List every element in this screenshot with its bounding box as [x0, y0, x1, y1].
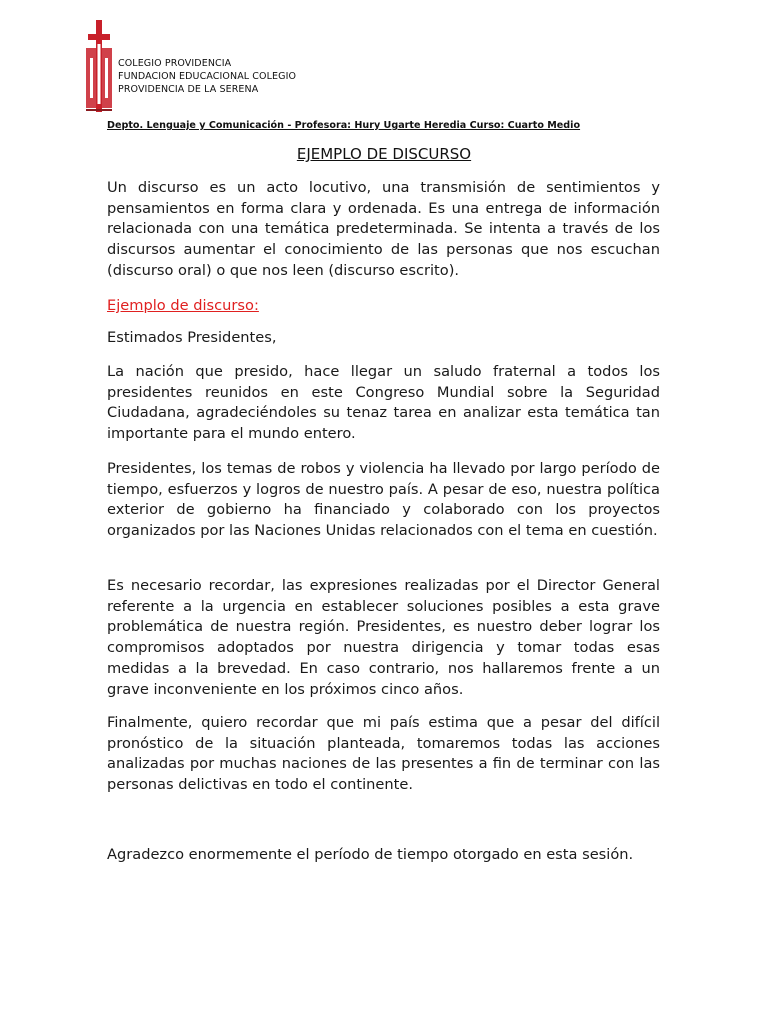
closing-line: Agradezco enormemente el período de tiempo otorgado en esta sesión.: [107, 846, 634, 863]
school-name-block: [118, 57, 296, 96]
school-line-2: FUNDACION EDUCACIONAL COLEGIO: [118, 71, 297, 82]
intro-paragraph: Un discurso es un acto locutivo, una transmisión de sentimientos y pensamientos en forma clara y ordenada. Es una entrega de información relacionada con una temática predeterminada. Se intenta a través de los discursos aumentar el conocimiento de las personas que nos escuchan (discurso oral) o que nos leen (discurso escrito).: [107, 179, 660, 279]
greeting: Estimados Presidentes,: [107, 329, 277, 346]
department-line: Depto. Lenguaje y Comunicación - Profesora: Hury Ugarte Heredia Curso: Cuarto Medio: [107, 120, 581, 131]
cross-emblem-icon: [84, 18, 114, 114]
speech-paragraph-4: Finalmente, quiero recordar que mi país estima que a pesar del difícil pronóstico de la situación planteada, tomaremos todas las acciones analizadas por muchas naciones de las presentes a fin de terminar con las personas delictivas en todo el continente.: [107, 714, 660, 794]
speech-paragraph-2: Presidentes, los temas de robos y violencia ha llevado por largo período de tiempo, esfuerzos y logros de nuestro país. A pesar de eso, nuestra política exterior de gobierno ha financiado y colaborado con los proyectos organizados por las Naciones Unidas relacionados con el tema en cuestión.: [107, 460, 660, 540]
speech-paragraph-1: La nación que presido, hace llegar un saludo fraternal a todos los presidentes reunidos en este Congreso Mundial sobre la Seguridad Ciudadana, agradeciéndoles su tenaz tarea en analizar esta temática tan importante para el mundo entero.: [107, 363, 660, 443]
document-title: EJEMPLO DE DISCURSO: [296, 145, 472, 163]
speech-paragraph-3: Es necesario recordar, las expresiones realizadas por el Director General referente a la urgencia en establecer soluciones posibles a esta grave problemática de nuestra región. Presidentes, es nuestro deber lograr los compromisos adoptados por nuestra dirigencia y tomar todas esas medidas a la brevedad. En caso contrario, nos hallaremos frente a un grave inconveniente en los próximos cinco años.: [107, 577, 660, 698]
school-line-3: PROVIDENCIA DE LA SERENA: [118, 84, 259, 95]
example-heading: Ejemplo de discurso:: [107, 297, 259, 314]
school-line-1: COLEGIO PROVIDENCIA: [118, 58, 232, 69]
